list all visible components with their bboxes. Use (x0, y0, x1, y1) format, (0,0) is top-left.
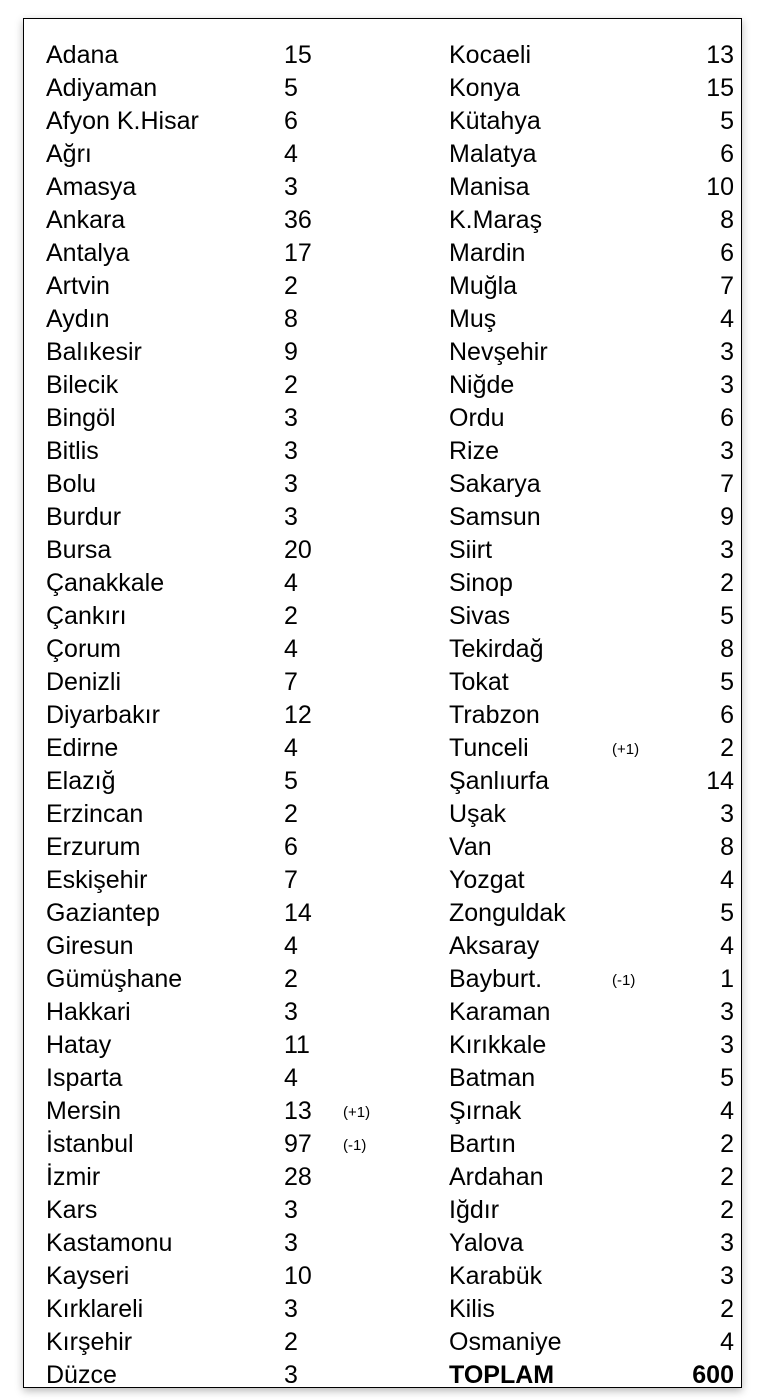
province-name: Karabük (449, 1262, 543, 1290)
table-row (449, 666, 744, 699)
seat-count: 6 (284, 833, 298, 861)
province-name: K.Maraş (449, 206, 543, 234)
seat-count: 14 (706, 767, 734, 795)
table-row (46, 798, 406, 831)
province-name: Adiyaman (46, 74, 158, 102)
seat-count: 5 (284, 74, 298, 102)
province-table (23, 18, 742, 1388)
province-name: Manisa (449, 173, 530, 201)
province-name: Kilis (449, 1295, 495, 1323)
table-row (449, 798, 744, 831)
province-name: Kocaeli (449, 41, 531, 69)
seat-count: 9 (720, 503, 734, 531)
table-row (46, 600, 406, 633)
seat-count: 2 (720, 1163, 734, 1191)
seat-count: 97 (284, 1130, 312, 1158)
seat-count: 4 (720, 932, 734, 960)
table-row (46, 204, 406, 237)
seat-count: 8 (720, 833, 734, 861)
province-name: Van (449, 833, 492, 861)
seat-count: 2 (284, 272, 298, 300)
seat-count: 6 (720, 701, 734, 729)
province-name: Bursa (46, 536, 112, 564)
province-name: Giresun (46, 932, 134, 960)
table-row (46, 1194, 406, 1227)
seat-count: 7 (720, 272, 734, 300)
table-row (449, 270, 744, 303)
seat-count: 3 (720, 800, 734, 828)
table-row (449, 996, 744, 1029)
table-row (449, 336, 744, 369)
seat-count: 4 (720, 1097, 734, 1125)
seat-count: 12 (284, 701, 312, 729)
seat-count: 10 (706, 173, 734, 201)
table-row (449, 171, 744, 204)
province-name: Malatya (449, 140, 537, 168)
seat-count: 15 (706, 74, 734, 102)
seat-count: 36 (284, 206, 312, 234)
seat-count: 3 (284, 404, 298, 432)
province-name: Aksaray (449, 932, 540, 960)
table-row (449, 1194, 744, 1227)
table-row (46, 765, 406, 798)
seat-count: 13 (706, 41, 734, 69)
seat-count: 28 (284, 1163, 312, 1191)
table-row (449, 138, 744, 171)
table-row (449, 897, 744, 930)
province-name: Edirne (46, 734, 119, 762)
table-row (46, 996, 406, 1029)
province-name: Konya (449, 74, 520, 102)
province-name: Elazığ (46, 767, 116, 795)
table-row (449, 864, 744, 897)
province-name: Çanakkale (46, 569, 165, 597)
province-name: Antalya (46, 239, 130, 267)
table-row (449, 567, 744, 600)
province-name: Tunceli (449, 734, 529, 762)
province-name: Rize (449, 437, 500, 465)
table-row (46, 1227, 406, 1260)
province-name: Adana (46, 41, 119, 69)
seat-count: 3 (720, 1031, 734, 1059)
seat-count: 6 (720, 404, 734, 432)
seat-count: 3 (720, 536, 734, 564)
province-name: Siirt (449, 536, 493, 564)
province-name: Çankırı (46, 602, 127, 630)
table-row (449, 1326, 744, 1359)
table-row (46, 1029, 406, 1062)
province-name: İzmir (46, 1163, 101, 1191)
province-name: Kırşehir (46, 1328, 133, 1356)
province-name: Yalova (449, 1229, 524, 1257)
province-name: Erzurum (46, 833, 141, 861)
seat-count: 5 (720, 668, 734, 696)
province-name: Zonguldak (449, 899, 566, 927)
table-row (46, 567, 406, 600)
province-name: Bayburt. (449, 965, 543, 993)
province-name: Iğdır (449, 1196, 500, 1224)
province-name: Düzce (46, 1361, 117, 1389)
table-row (449, 303, 744, 336)
table-row (46, 732, 406, 765)
seat-count: 10 (284, 1262, 312, 1290)
change-note: (+1) (343, 1104, 371, 1121)
seat-count: 3 (720, 998, 734, 1026)
seat-count: 4 (720, 1328, 734, 1356)
left-column (46, 39, 406, 1399)
table-row (46, 138, 406, 171)
table-row (46, 930, 406, 963)
seat-count: 2 (284, 965, 298, 993)
seat-count: 2 (284, 371, 298, 399)
province-name: Kayseri (46, 1262, 130, 1290)
table-row (449, 1062, 744, 1095)
province-name: Bolu (46, 470, 97, 498)
table-row (46, 303, 406, 336)
seat-count: 6 (720, 239, 734, 267)
seat-count: 7 (284, 668, 298, 696)
province-name: Nevşehir (449, 338, 548, 366)
seat-count: 4 (284, 734, 298, 762)
table-row (449, 600, 744, 633)
seat-count: 2 (720, 1130, 734, 1158)
province-name: Kırıkkale (449, 1031, 547, 1059)
seat-count: 8 (720, 635, 734, 663)
table-row (46, 1359, 406, 1392)
table-row (449, 930, 744, 963)
table-row (449, 237, 744, 270)
province-name: Bingöl (46, 404, 116, 432)
province-name: Muğla (449, 272, 518, 300)
seat-count: 4 (284, 932, 298, 960)
seat-count: 7 (284, 866, 298, 894)
province-name: Mersin (46, 1097, 122, 1125)
province-name: Gaziantep (46, 899, 160, 927)
table-row (46, 39, 406, 72)
table-row (46, 402, 406, 435)
seat-count: 3 (284, 173, 298, 201)
province-name: Ordu (449, 404, 505, 432)
province-name: Muş (449, 305, 497, 333)
seat-count: 3 (284, 998, 298, 1026)
province-name: Hakkari (46, 998, 131, 1026)
table-row (449, 105, 744, 138)
province-name: Bilecik (46, 371, 119, 399)
province-name: Tokat (449, 668, 509, 696)
seat-count: 13 (284, 1097, 312, 1125)
table-row (46, 1128, 406, 1161)
total-label: TOPLAM (449, 1361, 555, 1389)
province-name: Sakarya (449, 470, 541, 498)
table-row (46, 699, 406, 732)
seat-count: 7 (720, 470, 734, 498)
table-row (449, 402, 744, 435)
seat-count: 15 (284, 41, 312, 69)
seat-count: 5 (720, 1064, 734, 1092)
seat-count: 2 (720, 1196, 734, 1224)
seat-count: 3 (720, 338, 734, 366)
province-name: Kars (46, 1196, 98, 1224)
province-name: Bartın (449, 1130, 516, 1158)
province-name: Niğde (449, 371, 515, 399)
province-name: İstanbul (46, 1130, 134, 1158)
table-row (46, 1161, 406, 1194)
province-name: Sivas (449, 602, 511, 630)
seat-count: 2 (284, 602, 298, 630)
table-row (46, 864, 406, 897)
table-row (46, 534, 406, 567)
province-name: Erzincan (46, 800, 144, 828)
table-row (449, 534, 744, 567)
seat-count: 3 (284, 470, 298, 498)
seat-count: 4 (284, 1064, 298, 1092)
table-row (46, 633, 406, 666)
seat-count: 20 (284, 536, 312, 564)
table-row (46, 369, 406, 402)
seat-count: 2 (284, 800, 298, 828)
province-name: Balıkesir (46, 338, 142, 366)
table-row (449, 699, 744, 732)
table-row (46, 435, 406, 468)
province-name: Aydın (46, 305, 110, 333)
province-name: Isparta (46, 1064, 123, 1092)
province-name: Kırklareli (46, 1295, 144, 1323)
table-row (46, 897, 406, 930)
table-row (449, 1128, 744, 1161)
table-row (46, 105, 406, 138)
seat-count: 3 (720, 1229, 734, 1257)
table-row (449, 1095, 744, 1128)
province-name: Hatay (46, 1031, 112, 1059)
table-row (449, 765, 744, 798)
table-row (46, 468, 406, 501)
table-row (46, 270, 406, 303)
seat-count: 3 (284, 1361, 298, 1389)
province-name: Burdur (46, 503, 122, 531)
seat-count: 1 (720, 965, 734, 993)
province-name: Şırnak (449, 1097, 522, 1125)
province-name: Denizli (46, 668, 122, 696)
seat-count: 5 (720, 107, 734, 135)
province-name: Tekirdağ (449, 635, 544, 663)
province-name: Kastamonu (46, 1229, 173, 1257)
table-row (46, 1062, 406, 1095)
province-name: Samsun (449, 503, 541, 531)
seat-count: 4 (720, 866, 734, 894)
table-row (46, 666, 406, 699)
seat-count: 2 (720, 569, 734, 597)
seat-count: 6 (284, 107, 298, 135)
table-row (449, 963, 744, 996)
table-row (46, 237, 406, 270)
table-row (449, 39, 744, 72)
seat-count: 3 (284, 1295, 298, 1323)
table-row (449, 204, 744, 237)
seat-count: 4 (284, 635, 298, 663)
seat-count: 5 (720, 899, 734, 927)
table-row (449, 72, 744, 105)
province-name: Uşak (449, 800, 506, 828)
table-row (46, 963, 406, 996)
province-name: Ağrı (46, 140, 92, 168)
table-row (46, 336, 406, 369)
province-name: Bitlis (46, 437, 99, 465)
seat-count: 3 (284, 1196, 298, 1224)
province-name: Mardin (449, 239, 526, 267)
seat-count: 6 (720, 140, 734, 168)
province-name: Ardahan (449, 1163, 544, 1191)
total-value: 600 (692, 1361, 734, 1389)
table-row (46, 1095, 406, 1128)
table-row (46, 831, 406, 864)
province-name: Karaman (449, 998, 551, 1026)
province-name: Eskişehir (46, 866, 148, 894)
seat-count: 3 (284, 437, 298, 465)
province-name: Kütahya (449, 107, 541, 135)
province-name: Sinop (449, 569, 513, 597)
seat-count: 3 (720, 1262, 734, 1290)
seat-count: 2 (720, 734, 734, 762)
province-name: Ankara (46, 206, 126, 234)
table-row (449, 1260, 744, 1293)
table-row (46, 1326, 406, 1359)
seat-count: 5 (284, 767, 298, 795)
province-name: Batman (449, 1064, 536, 1092)
table-row (449, 633, 744, 666)
table-row (449, 468, 744, 501)
seat-count: 8 (284, 305, 298, 333)
table-row (449, 369, 744, 402)
table-row (46, 1293, 406, 1326)
seat-count: 3 (284, 1229, 298, 1257)
change-note: (+1) (612, 741, 640, 758)
seat-count: 5 (720, 602, 734, 630)
table-row (46, 501, 406, 534)
province-name: Osmaniye (449, 1328, 562, 1356)
table-row (46, 1260, 406, 1293)
province-name: Amasya (46, 173, 137, 201)
province-name: Diyarbakır (46, 701, 160, 729)
seat-count: 4 (720, 305, 734, 333)
table-row (449, 831, 744, 864)
province-name: Afyon K.Hisar (46, 107, 199, 135)
table-row (449, 435, 744, 468)
table-row (449, 732, 744, 765)
seat-count: 17 (284, 239, 312, 267)
table-row (449, 501, 744, 534)
total-row (449, 1359, 744, 1392)
seat-count: 3 (720, 437, 734, 465)
table-row (449, 1293, 744, 1326)
change-note: (-1) (612, 972, 636, 989)
right-column (449, 39, 744, 1399)
province-name: Artvin (46, 272, 110, 300)
table-row (449, 1161, 744, 1194)
seat-count: 2 (284, 1328, 298, 1356)
seat-count: 8 (720, 206, 734, 234)
seat-count: 2 (720, 1295, 734, 1323)
seat-count: 4 (284, 140, 298, 168)
province-name: Gümüşhane (46, 965, 183, 993)
province-name: Yozgat (449, 866, 525, 894)
seat-count: 11 (284, 1031, 310, 1059)
seat-count: 4 (284, 569, 298, 597)
table-row (46, 72, 406, 105)
seat-count: 9 (284, 338, 298, 366)
province-name: Şanlıurfa (449, 767, 550, 795)
change-note: (-1) (343, 1137, 367, 1154)
seat-count: 3 (284, 503, 298, 531)
table-row (449, 1227, 744, 1260)
table-row (46, 171, 406, 204)
province-name: Çorum (46, 635, 122, 663)
province-name: Trabzon (449, 701, 540, 729)
table-row (449, 1029, 744, 1062)
seat-count: 3 (720, 371, 734, 399)
seat-count: 14 (284, 899, 312, 927)
